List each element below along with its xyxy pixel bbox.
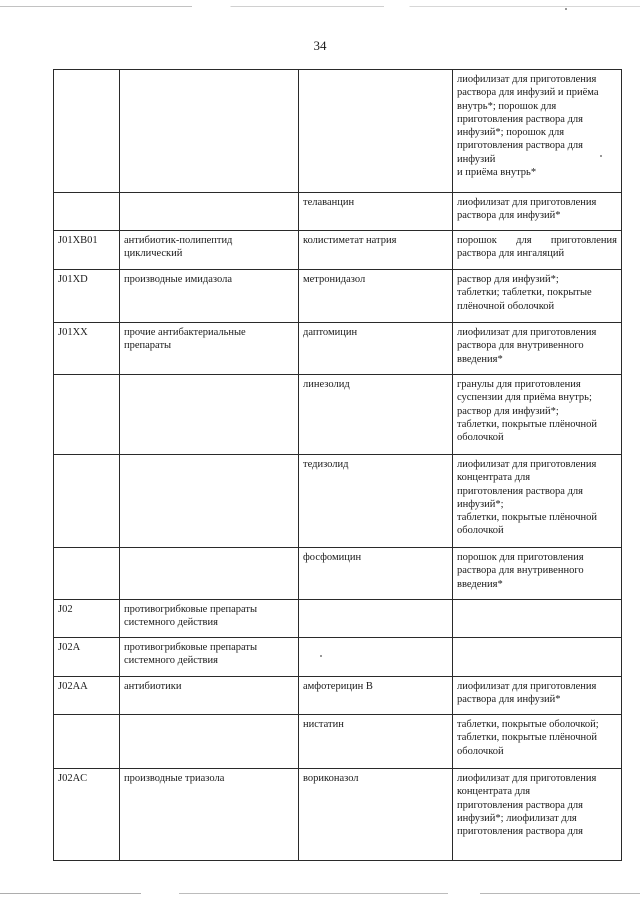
group-cell	[120, 70, 299, 193]
atc-code-cell	[54, 375, 120, 455]
dosage-form-cell	[453, 715, 622, 769]
group-cell	[120, 270, 299, 323]
dosage-form-cell	[453, 638, 622, 677]
form-line: приготовления раствора для	[457, 113, 583, 125]
scan-edge-bottom	[0, 893, 640, 894]
form-line: приготовления раствора для	[457, 140, 583, 152]
group-line: противогрибковые препараты	[124, 642, 258, 653]
dosage-form-cell	[453, 769, 622, 861]
group-line: производные триазола	[124, 773, 225, 784]
dosage-form-cell	[453, 70, 622, 193]
table-row	[54, 638, 622, 677]
table-row	[54, 323, 622, 375]
form-line: таблетки; таблетки, покрытые	[457, 287, 592, 299]
drug-name-cell: линезолид	[299, 375, 453, 455]
drug-name-cell	[299, 600, 453, 638]
form-line: лиофилизат для приготовления	[457, 74, 597, 85]
form-line: порошок для приготовления	[457, 552, 584, 563]
drug-name-cell: телаванцин	[299, 193, 453, 231]
form-line: раствора для внутривенного	[457, 340, 584, 352]
form-line: внутрь*; порошок для	[457, 100, 557, 112]
table-row	[54, 193, 622, 231]
drug-name-cell: метронидазол	[299, 270, 453, 323]
dosage-form-cell	[453, 231, 622, 270]
table-row	[54, 375, 622, 455]
form-line: раствор для инфузий*;	[457, 405, 559, 417]
drug-name-cell: амфотерицин B	[299, 677, 453, 715]
dosage-form-cell	[453, 455, 622, 548]
form-line: раствора для инфузий и приёма	[457, 87, 599, 99]
drug-name-cell	[299, 638, 453, 677]
table-row	[54, 600, 622, 638]
form-line: таблетки, покрытые оболочкой;	[457, 719, 599, 730]
group-cell	[120, 323, 299, 375]
group-line: циклический	[124, 248, 183, 260]
group-line: антибиотик-полипептид	[124, 235, 233, 246]
table-row	[54, 715, 622, 769]
drug-name-cell: колистиметат натрия	[299, 231, 453, 270]
dosage-form-cell	[453, 677, 622, 715]
drug-name-cell: нистатин	[299, 715, 453, 769]
form-line: введения*	[457, 353, 503, 365]
form-line: порошок для приготовления	[457, 235, 617, 246]
form-line: плёночной оболочкой	[457, 300, 555, 312]
dosage-form-cell	[453, 548, 622, 600]
dosage-form-cell	[453, 193, 622, 231]
form-line: концентрата для	[457, 786, 531, 798]
table-row	[54, 270, 622, 323]
form-line: инфузий	[457, 153, 496, 165]
group-cell	[120, 769, 299, 861]
form-line: концентрата для	[457, 472, 531, 484]
group-line: противогрибковые препараты	[124, 604, 258, 615]
group-cell	[120, 231, 299, 270]
drug-table	[53, 69, 622, 861]
form-line: оболочкой	[457, 525, 504, 537]
form-line: приготовления раствора для	[457, 799, 583, 811]
group-line: системного действия	[124, 617, 218, 629]
scan-speck	[565, 8, 567, 10]
group-line: препараты	[124, 340, 172, 352]
group-cell	[120, 193, 299, 231]
group-line: производные имидазола	[124, 274, 233, 285]
drug-name-cell	[299, 70, 453, 193]
form-line: раствор для инфузий*;	[457, 274, 559, 285]
form-line: лиофилизат для приготовления	[457, 773, 597, 784]
drug-name-cell: даптомицин	[299, 323, 453, 375]
drug-name-cell: фосфомицин	[299, 548, 453, 600]
group-line: антибиотики	[124, 681, 182, 692]
form-line: раствора для ингаляций	[457, 248, 565, 260]
dosage-form-cell	[453, 270, 622, 323]
group-cell	[120, 638, 299, 677]
group-cell	[120, 600, 299, 638]
group-cell	[120, 677, 299, 715]
scan-edge-top	[0, 6, 640, 7]
atc-code-cell	[54, 715, 120, 769]
table-row	[54, 455, 622, 548]
form-line: лиофилизат для приготовления	[457, 197, 597, 208]
group-cell	[120, 455, 299, 548]
drug-name-cell: вориконазол	[299, 769, 453, 861]
form-line: лиофилизат для приготовления	[457, 327, 597, 338]
group-line: системного действия	[124, 655, 218, 667]
form-line: лиофилизат для приготовления	[457, 681, 597, 692]
atc-code-cell	[54, 455, 120, 548]
form-line: лиофилизат для приготовления	[457, 459, 597, 470]
atc-code-cell: J01XD	[54, 270, 120, 323]
dosage-form-cell	[453, 600, 622, 638]
atc-code-cell	[54, 193, 120, 231]
table-row	[54, 231, 622, 270]
atc-code-cell	[54, 548, 120, 600]
form-line: раствора для инфузий*	[457, 694, 561, 706]
form-line: инфузий*; лиофилизат для	[457, 812, 577, 824]
atc-code-cell: J02AA	[54, 677, 120, 715]
form-line: инфузий*; порошок для	[457, 127, 565, 139]
group-cell	[120, 375, 299, 455]
table-row	[54, 70, 622, 193]
form-line: таблетки, покрытые плёночной	[457, 732, 598, 744]
group-line: прочие антибактериальные	[124, 327, 246, 338]
form-line: оболочкой	[457, 432, 504, 444]
group-cell	[120, 548, 299, 600]
group-cell	[120, 715, 299, 769]
form-line: приготовления раствора для	[457, 485, 583, 497]
atc-code-cell: J01XB01	[54, 231, 120, 270]
atc-code-cell: J02AC	[54, 769, 120, 861]
atc-code-cell	[54, 70, 120, 193]
form-line: таблетки, покрытые плёночной	[457, 512, 598, 524]
form-line: и приёма внутрь*	[457, 167, 537, 179]
form-line: оболочкой	[457, 745, 504, 757]
dosage-form-cell	[453, 323, 622, 375]
table-row	[54, 677, 622, 715]
page-number: 34	[313, 38, 327, 53]
drug-name-cell: тедизолид	[299, 455, 453, 548]
form-line: раствора для инфузий*	[457, 210, 561, 222]
atc-code-cell: J02A	[54, 638, 120, 677]
form-line: раствора для внутривенного	[457, 565, 584, 577]
form-line: суспензии для приёма внутрь;	[457, 392, 592, 404]
form-line: приготовления раствора для	[457, 826, 583, 838]
table-row	[54, 548, 622, 600]
form-line: гранулы для приготовления	[457, 379, 581, 390]
atc-code-cell: J02	[54, 600, 120, 638]
atc-code-cell: J01XX	[54, 323, 120, 375]
form-line: инфузий*;	[457, 498, 504, 510]
form-line: введения*	[457, 578, 503, 590]
form-line: таблетки, покрытые плёночной	[457, 418, 598, 430]
dosage-form-cell	[453, 375, 622, 455]
table-row	[54, 769, 622, 861]
